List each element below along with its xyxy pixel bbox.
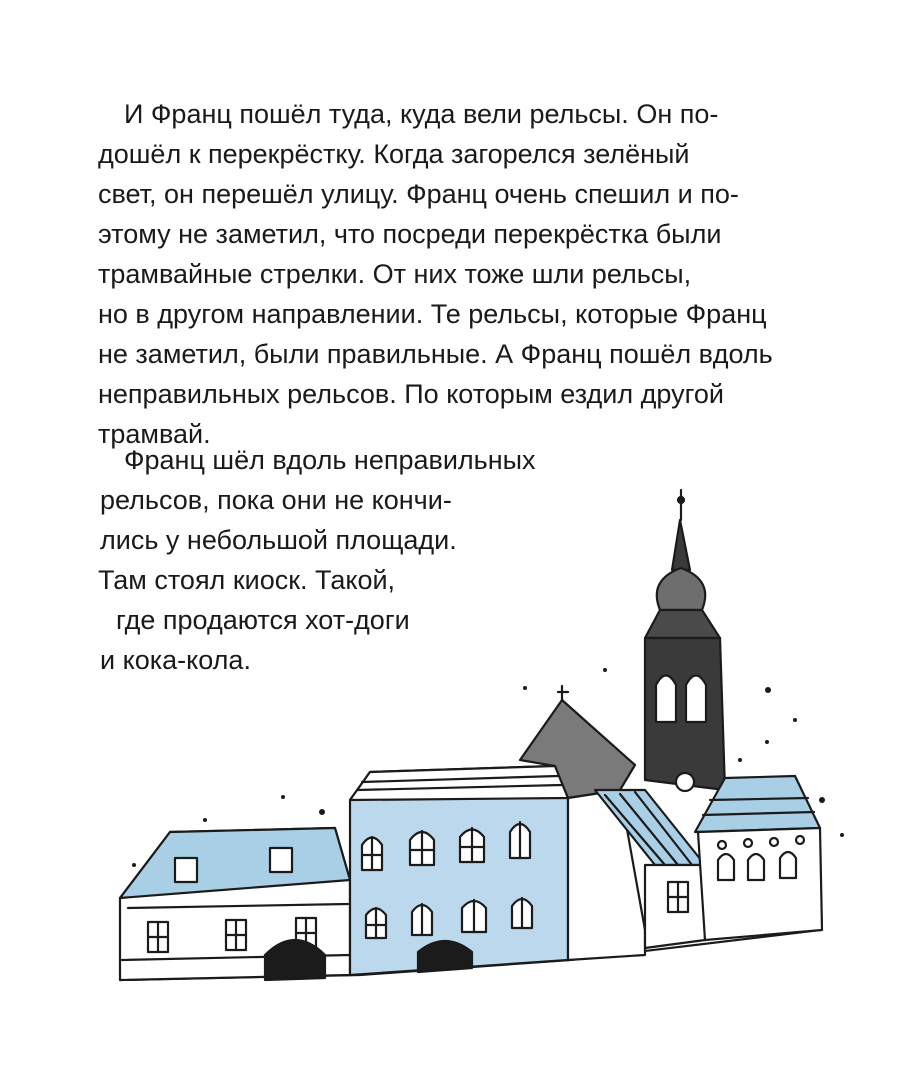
text-line: этому не заметил, что посреди перекрёстка были bbox=[98, 219, 722, 249]
text-line: где продаются хот-доги bbox=[116, 605, 410, 635]
text-line: дошёл к перекрёстку. Когда загорелся зелёный bbox=[98, 139, 690, 169]
text-line: лись у небольшой площади. bbox=[100, 525, 457, 555]
text-line: трамвайные стрелки. От них тоже шли рельсы, bbox=[98, 259, 692, 289]
text-line: И Франц пошёл туда, куда вели рельсы. Он по- bbox=[124, 99, 719, 129]
text-line: свет, он перешёл улицу. Франц очень спешил и по- bbox=[98, 179, 739, 209]
text-line: неправильных рельсов. По которым ездил другой bbox=[98, 379, 724, 409]
town-illustration bbox=[100, 460, 860, 1040]
text-line: но в другом направлении. Те рельсы, которые Франц bbox=[98, 299, 767, 329]
text-line: Франц шёл вдоль неправильных bbox=[124, 445, 536, 475]
text-line: Там стоял киоск. Такой, bbox=[98, 565, 396, 595]
text-line: рельсов, пока они не кончи- bbox=[100, 485, 452, 515]
text-line: трамвай. bbox=[98, 419, 211, 449]
right-house bbox=[695, 776, 822, 940]
church-tower bbox=[645, 490, 725, 791]
text-line: не заметил, были правильные. А Франц пошёл вдоль bbox=[98, 339, 773, 369]
central-building bbox=[350, 766, 568, 975]
text-line: и кока-кола. bbox=[100, 645, 251, 675]
left-house bbox=[120, 828, 350, 980]
